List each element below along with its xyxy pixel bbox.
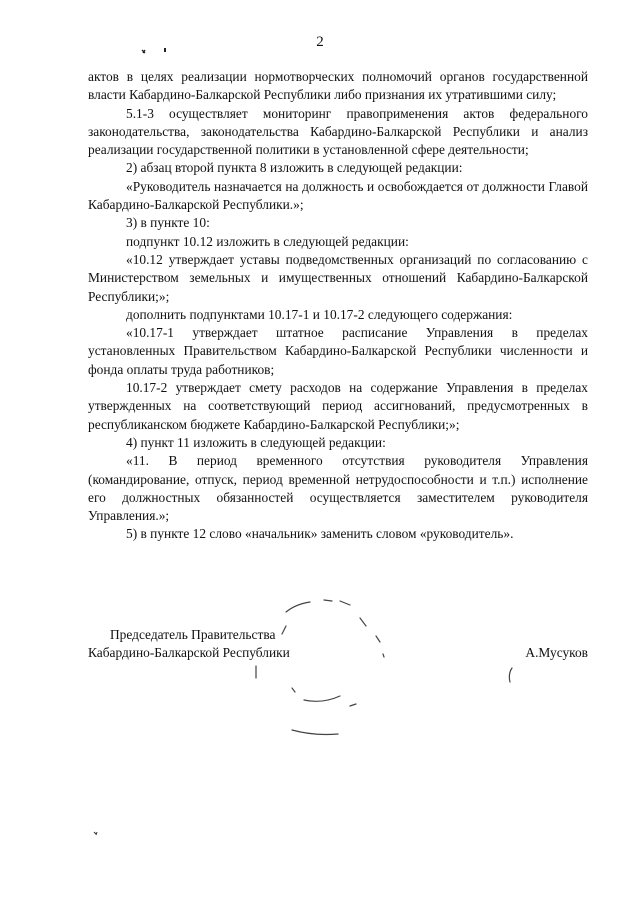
paragraph-12: «11. В период временного отсутствия руководителя Управления (командирование, отпуск, период временной нетрудоспособности и т.п.) исполнение его должностных обязанностей осуществляется заместителем руководителя Управления.»; xyxy=(88,453,588,524)
paragraph-3: 2) абзац второй пункта 8 изложить в следующей редакции: xyxy=(126,160,463,176)
paragraph-4: «Руководитель назначается на должность и освобождается от должности Главой Кабардино-Балкарской Республики.»; xyxy=(88,178,588,213)
paragraph-11: 4) пункт 11 изложить в следующей редакции: xyxy=(126,434,386,450)
paragraph-1: актов в целях реализации нормотворческих полномочий органов государственной власти Кабардино-Балкарской Республики либо признания их утратившими силу; xyxy=(88,69,588,103)
page-number: 2 xyxy=(316,34,324,50)
paragraph-10: 10.17-2 утверждает смету расходов на содержание Управления в пределах утвержденных на соответствующий период ассигнований, предусмотренных в республиканском бюджете Кабардино-Балкарской Республики;»; xyxy=(88,380,588,432)
signatory-title-line1: Председатель Правительства xyxy=(110,627,276,642)
signatory-title xyxy=(88,626,290,663)
signatory-name: А.Мусуков xyxy=(525,645,588,660)
paragraph-7: «10.12 утверждает уставы подведомственных организаций по согласованию с Министерством земельных и имущественных отношений Кабардино-Балкарской Республики;»; xyxy=(88,251,588,304)
paragraph-9: «10.17-1 утверждает штатное расписание Управления в пределах установленных Правительством Кабардино-Балкарской Республики численности и фонда оплаты труда работников; xyxy=(88,325,588,377)
paragraph-13: 5) в пункте 12 слово «начальник» заменить словом «руководитель». xyxy=(126,526,514,542)
paragraph-8: дополнить подпунктами 10.17-1 и 10.17-2 следующего содержания: xyxy=(126,306,513,322)
paragraph-5: 3) в пункте 10: xyxy=(126,215,210,231)
paragraph-6: подпункт 10.12 изложить в следующей редакции: xyxy=(126,233,409,249)
document-body xyxy=(88,68,588,544)
signatory-title-line2: Кабардино-Балкарской Республики xyxy=(88,645,290,661)
paragraph-2: 5.1-3 осуществляет мониторинг правоприменения актов федерального законодательства, законодательства Кабардино-Балкарской Республики и анализ реализации государственной политики в установленной сфере деятельности; xyxy=(88,105,588,158)
